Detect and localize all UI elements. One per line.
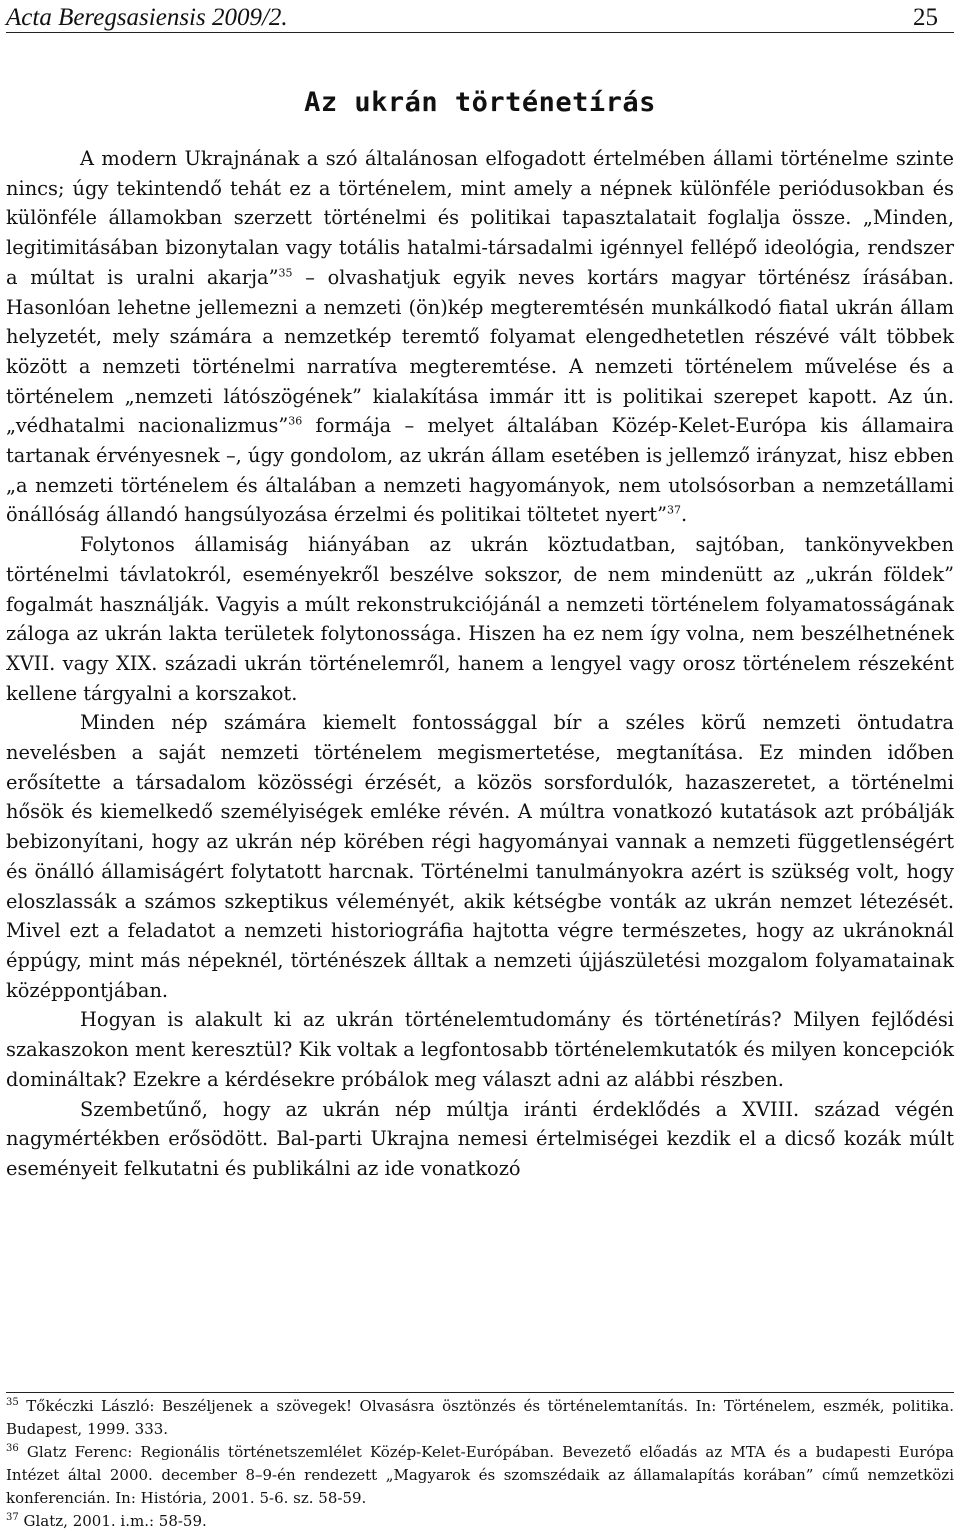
footnote: [6, 1510, 954, 1533]
footnote-text: Glatz Ferenc: Regionális történetszemlélet Közép-Kelet-Európában. Bevezető előadás az MTA és a budapesti Európa Intézet által 2000. december 8–9-én rendezett „Magyarok és szomszédaik az államalapítás korában” című nemzetközi konferencián. In: História, 2001. 5-6. sz. 58-59.: [6, 1443, 954, 1507]
footnote-text: Tőkéczki László: Beszéljenek a szövegek! Olvasásra ösztönzés és történelemtanítás. In: Történelem, eszmék, politika. Budapest, 1999. 333.: [6, 1397, 954, 1438]
footnote-ref[interactable]: 37: [667, 503, 682, 517]
paragraph: [6, 708, 954, 1005]
journal-title: Acta Beregsasiensis 2009/2.: [6, 4, 288, 31]
paragraph-text: – olvashatjuk egyik neves kortárs magyar történész írásában. Hasonlóan lehetne jellemezni a nemzeti (ön)kép megteremtésén munkálkodó fiatal ukrán állam helyzetét, mely számára a nemzetkép teremtő folyamat elengedhetetlen részévé vált többek között a nemzeti történelmi narratíva megteremtése. A nemzeti történelem művelése és a történelem „nemzeti látószögének” kialakítása immár itt is politikai szerepet kapott. Az ún. „védhatalmi nacionalizmus”: [6, 265, 954, 438]
paragraph-text: formája – melyet általában Közép-Kelet-Európa kis államaira tartanak érvényesnek –, úgy gondolom, az ukrán állam esetében is jellemző irányzat, hisz ebben „a nemzeti történelem és általában a nemzeti hagyományok, nem utolsósorban a nemzetállami önállóság állandó hangsúlyozása érzelmi és politikai töltetet nyert”: [6, 414, 954, 527]
running-header: [6, 0, 954, 33]
footnote: [6, 1441, 954, 1510]
page-number: 25: [913, 4, 938, 31]
footnote-number: 35: [6, 1397, 19, 1408]
paragraph-text: Szembetűnő, hogy az ukrán nép múltja iránti érdeklődés a XVIII. század végén nagymértékben erősödött. Bal-parti Ukrajna nemesi értelmiségei kezdik el a dicső kozák múlt eseményeit felkutatni és publikálni az ide vonatkozó: [6, 1097, 954, 1180]
footnotes: [6, 1392, 954, 1533]
body-text: [6, 144, 954, 1184]
paragraph-text: A modern Ukrajnának a szó általánosan elfogadott értelmében állami történelme szinte nincs; úgy tekintendő tehát ez a történelem, mint amely a népnek különféle periódusokban és különféle államokban szerzett történelmi és politikai tapasztalatait foglalja össze. „Minden, legitimitásában bizonytalan vagy totális hatalmi-társadalmi igénnyel fellépő ideológia, rendszer a múltat is uralni akarja”: [6, 147, 954, 289]
paragraph: [6, 144, 954, 530]
paragraph-text: Minden nép számára kiemelt fontossággal bír a széles körű nemzeti öntudatra nevelésben a saját nemzeti történelem megismertetése, megtanítása. Ez minden időben erősítette a társadalom közösségi érzését, a közös sorsfordulók, hazaszeretet, a történelmi hősök és kiemelkedő személyiségek emléke révén. A múltra vonatkozó kutatások azt próbálják bebizonyítani, hogy az ukrán nép körében régi hagyományai vannak a nemzeti függetlenségért és önálló államiságért folytatott harcnak. Történelmi tanulmányokra azért is szükség volt, hogy eloszlassák a számos szkeptikus véleményét, akik kétségbe vonták az ukrán nemzet létezését. Mivel ezt a feladatot a nemzeti historiográfia hajtotta végre természetes, hogy az ukránoknál éppúgy, mint más népeknél, történészek álltak a nemzeti újjászületési mozgalom folyamatainak középpontjában.: [6, 711, 954, 1002]
paragraph: [6, 1005, 954, 1094]
footnote-number: 37: [6, 1512, 19, 1523]
footnote-text: Glatz, 2001. i.m.: 58-59.: [18, 1512, 207, 1530]
footnote-ref[interactable]: 35: [278, 266, 293, 280]
paragraph: [6, 1095, 954, 1184]
paragraph-text: Folytonos államiság hiányában az ukrán köztudatban, sajtóban, tankönyvekben történelmi távlatokról, eseményekről beszélve sokszor, de nem mindenütt az „ukrán földek” fogalmát használják. Vagyis a múlt rekonstrukciójánál a nemzeti történelem folyamatosságának záloga az ukrán lakta területek folytonossága. Hiszen ha ez nem így volna, nem beszélhetnének XVII. vagy XIX. századi ukrán történelemről, hanem a lengyel vagy orosz történelem részeként kellene tárgyalni a korszakot.: [6, 533, 954, 705]
footnote: [6, 1395, 954, 1441]
paragraph: [6, 530, 954, 708]
article-title: Az ukrán történetírás: [304, 87, 656, 118]
footnote-ref[interactable]: 36: [288, 414, 303, 428]
paragraph-text: Hogyan is alakult ki az ukrán történelemtudomány és történetírás? Milyen fejlődési szakaszokon ment keresztül? Kik voltak a legfontosabb történelemkutatók és milyen koncepciók domináltak? Ezekre a kérdésekre próbálok meg választ adni az alábbi részben.: [6, 1008, 954, 1091]
paragraph-text: .: [681, 503, 688, 527]
footnote-number: 36: [6, 1443, 19, 1454]
